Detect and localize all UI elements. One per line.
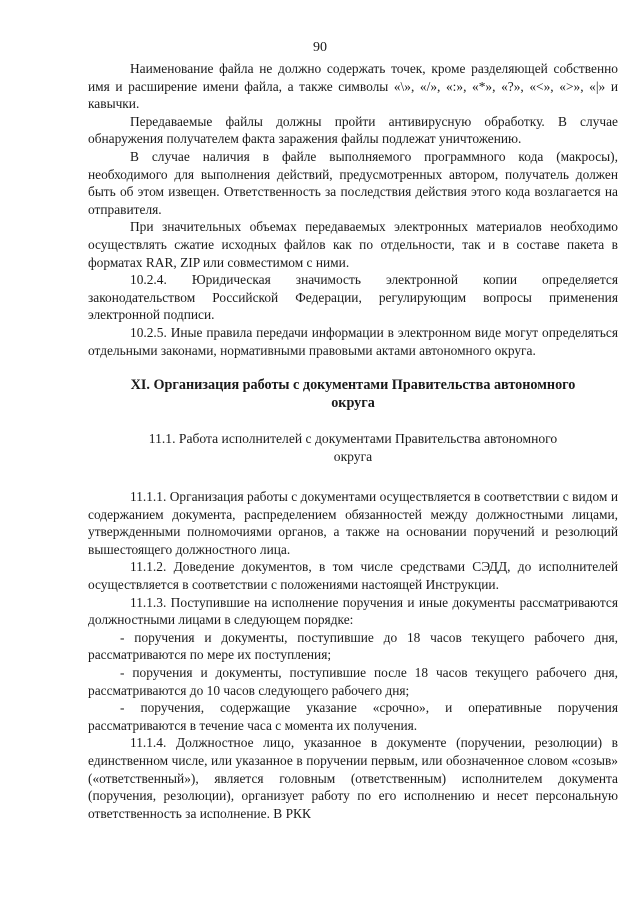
paragraph-11-1-3: 11.1.3. Поступившие на исполнение поручения и иные документы рассматриваются должностными лицами в следующем порядке: <box>88 594 618 628</box>
paragraph-file-naming: Наименование файла не должно содержать точек, кроме разделяющей собственно имя и расширение имени файла, а также символы «\», «/», «:», «*», «?», «<», «>», «|» и кавычки. <box>88 61 618 112</box>
document-body <box>88 60 618 822</box>
subsection-heading: 11.1. Работа исполнителей с документами Правительства автономного округа <box>148 431 558 465</box>
paragraph-compression: При значительных объемах передаваемых электронных материалов необходимо осуществлять сжатие исходных файлов как по отдельности, так и в составе пакета в форматах RAR, ZIP или совместимом с ними. <box>88 219 618 270</box>
paragraph-11-1-1: 11.1.1. Организация работы с документами осуществляется в соответствии с видом и содержанием документа, распределением обязанностей между должностными лицами, утвержденными полномочиями органов, а также на основании поручений и резолюций вышестоящего должностного лица. <box>88 489 618 557</box>
list-item-after-18: - поручения и документы, поступившие после 18 часов текущего рабочего дня, рассматриваются до 10 часов следующего рабочего дня; <box>88 665 618 698</box>
paragraph-10-2-5: 10.2.5. Иные правила передачи информации в электронном виде могут определяться отдельными законами, нормативными правовыми актами автономного округа. <box>88 324 618 358</box>
paragraph-10-2-4: 10.2.4. Юридическая значимость электронной копии определяется законодательством Российской Федерации, регулирующим вопросы применения электронной подписи. <box>88 272 618 323</box>
paragraph-macros: В случае наличия в файле выполняемого программного кода (макросы), необходимого для выполнения действий, предусмотренных автором, получатель должен быть об этом извещен. Ответственность за последствия действия этого кода возлагается на отправителя. <box>88 148 618 217</box>
paragraph-antivirus: Передаваемые файлы должны пройти антивирусную обработку. В случае обнаружения получателем факта заражения файлы подлежат уничтожению. <box>88 113 618 147</box>
list-item-urgent: - поручения, содержащие указание «срочно», и оперативные поручения рассматриваются в течение часа с момента их получения. <box>88 700 618 733</box>
page-number: 90 <box>313 40 327 55</box>
list-item-before-18: - поручения и документы, поступившие до 18 часов текущего рабочего дня, рассматриваются по мере их поступления; <box>88 629 618 663</box>
paragraph-11-1-2: 11.1.2. Доведение документов, в том числе средствами СЭДД, до исполнителей осуществляется в соответствии с положениями настоящей Инструкции. <box>88 559 618 593</box>
paragraph-11-1-4: 11.1.4. Должностное лицо, указанное в документе (поручении, резолюции) в единственном числе, или указанное в поручении первым, или обозначенное словом «созыв» («ответственный»), является головным (ответственным) исполнителем документа (поручения, резолюции), организует работу по его исполнению и несет персональную ответственность за исполнение. В РКК <box>88 735 618 821</box>
section-heading: XI. Организация работы с документами Правительства автономного округа <box>130 377 576 412</box>
